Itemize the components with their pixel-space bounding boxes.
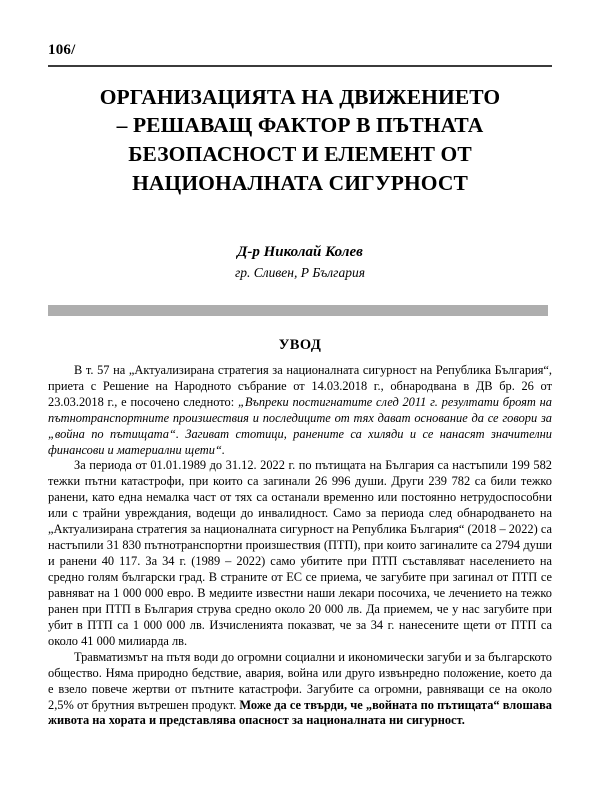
article-body [48, 363, 552, 730]
paragraph-intro-quote: „Въпреки постигнатите след 2011 г. резултати броят на пътнотранспортните произшествия и последиците от тях дават основание да се говори за „война по пътищата“. Загиват стотици, ранените са хиляди и се нанасят значителни финансови и материални щети“. [48, 394, 552, 457]
paragraph-conclusion-text: Травматизмът на пътя води до огромни социални и икономически загуби и за българското общество. Няма природно бедствие, авария, война или друго извънредно положение, което да е взело повече жертви от пътните катастрофи. Загубите са огромни, равняващи се на около 2,5% от брутния вътрешен продукт. [48, 649, 552, 712]
page-number: 106/ [48, 42, 76, 58]
header-divider-rule [48, 65, 552, 67]
article-title-line: ОРГАНИЗАЦИЯТА НА ДВИЖЕНИЕТО [99, 84, 501, 109]
article-title-line: – РЕШАВАЩ ФАКТОР В ПЪТНАТА [116, 113, 484, 138]
section-separator-bar [48, 305, 548, 316]
author-affiliation: гр. Сливен, Р България [235, 264, 365, 280]
paragraph-statistics: За периода от 01.01.1989 до 31.12. 2022 г. по пътищата на България са настъпили 199 582 тежки пътни катастрофи, при които са загинали 26 996 души. Други 239 782 са били тежко ранени, като една немалка част от тях са останали временно или постоянно нетрудоспособни или с трайни увреждания, водещи до инвалидност. Само за периода след обнародването на „Актуализирана стратегия за националната сигурност на Република България“ (2018 – 2022) са настъпили 31 830 пътнотранспортни произшествия (ПТП), при които загиналите са 2794 души и ранени 40 117. За 34 г. (1989 – 2022) само убитите при ПТП съставляват населението на средно голям български град. В страните от ЕС се приема, че загубите при загинал от ПТП се равняват на 1 000 000 евро. В медиите известни наши лекари посочиха, че лечението на тежко ранен при ПТП в България струва средно около 20 000 лв. Да приемем, че у нас загубите при убит в ПТП са 1 000 000 лв. Изчисленията показват, че за 34 г. нанесените щети от ПТП са около 41 000 милиарда лв. [48, 458, 552, 648]
paragraph-intro [48, 363, 552, 459]
article-title-line: БЕЗОПАСНОСТ И ЕЛЕМЕНТ ОТ [128, 142, 472, 167]
paragraph-conclusion-emphasis: Може да се твърди, че „войната по пътищата“ влошава живота на хората и представлява опасност за националната ни сигурност. [48, 697, 552, 728]
paragraph-conclusion [48, 650, 552, 730]
section-heading-uvod: УВОД [278, 336, 322, 353]
paragraph-intro-text: В т. 57 на „Актуализирана стратегия за националната сигурност на Република България“, приета с Решение на Народното събрание от 14.03.2018 г., обнародвана в ДВ бр. 26 от 23.03.2018 г., е посочено следното: [48, 362, 552, 409]
article-title [48, 83, 552, 198]
author-block [48, 242, 552, 283]
author-name: Д-р Николай Колев [237, 243, 363, 260]
article-title-line: НАЦИОНАЛНАТА СИГУРНОСТ [132, 170, 468, 195]
